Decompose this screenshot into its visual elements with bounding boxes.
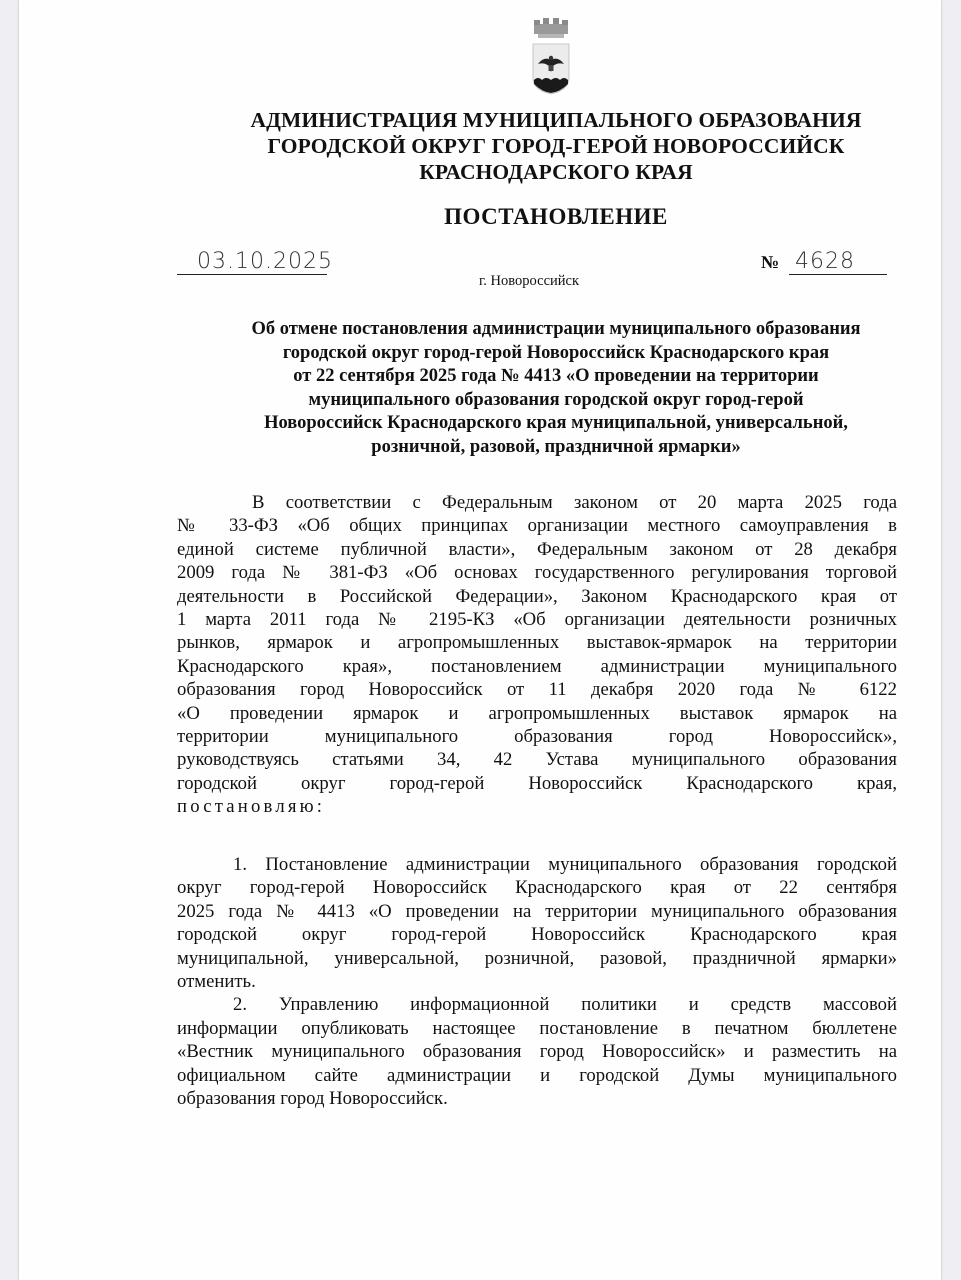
document-type-title: ПОСТАНОВЛЕНИЕ — [444, 204, 668, 229]
preamble-line: руководствуясь статьями 34, 42 Устава муниципального образования — [177, 749, 897, 771]
item-line: округ город-герой Новороссийск Краснодарского края от 22 сентября — [177, 877, 897, 899]
item-line: «Вестник муниципального образования город Новороссийск» и разместить на — [177, 1041, 897, 1063]
issuing-city: г. Новороссийск — [479, 273, 580, 289]
preamble-paragraph — [177, 491, 897, 819]
preamble-line: «О проведении ярмарок и агропромышленных выставок ярмарок на — [177, 702, 897, 724]
item-line: 2025 года № 4413 «О проведении на территории муниципального образования — [177, 900, 897, 922]
subject-line: городской округ город-герой Новороссийск Краснодарского края — [282, 342, 830, 363]
preamble-line: 2009 года № 381-ФЗ «Об основах государственного регулирования торговой — [177, 562, 897, 584]
item-line: информации опубликовать настоящее постановление в печатном бюллетене — [177, 1017, 897, 1039]
item-line: отменить. — [177, 971, 256, 993]
document-number-field — [789, 248, 887, 275]
subject-line: Новороссийск Краснодарского края муниципальной, универсальной, — [264, 413, 848, 434]
coat-of-arms-icon — [530, 14, 572, 96]
item-line: 2. Управлению информационной политики и средств массовой — [233, 994, 897, 1016]
preamble-line: Краснодарского края», постановлением администрации муниципального — [177, 655, 897, 677]
preamble-line: образования город Новороссийск от 11 декабря 2020 года № 6122 — [177, 679, 897, 701]
item-line: городской округ город-герой Новороссийск Краснодарского края — [177, 924, 897, 946]
item-line: муниципальной, универсальной, розничной, разовой, праздничной ярмарки» — [177, 947, 897, 969]
document-number-label: № — [761, 252, 780, 272]
resolution-item-1 — [177, 853, 897, 993]
preamble-line: № 33-ФЗ «Об общих принципах организации местного самоуправления в — [177, 515, 897, 537]
preamble-line: городской округ город-герой Новороссийск Краснодарского края, — [177, 772, 897, 794]
document-date-field — [177, 248, 333, 275]
preamble-line: единой системе публичной власти», Федеральным законом от 28 декабря — [177, 538, 897, 560]
org-line: АДМИНИСТРАЦИЯ МУНИЦИПАЛЬНОГО ОБРАЗОВАНИЯ — [250, 108, 862, 132]
subject-line: муниципального образования городской округ город-герой — [308, 389, 804, 410]
preamble-line: В соответствии с Федеральным законом от 20 марта 2025 года — [252, 492, 897, 513]
item-line: официальном сайте администрации и городской Думы муниципального — [177, 1064, 897, 1086]
document-number: 4628 — [795, 249, 855, 274]
org-line: КРАСНОДАРСКОГО КРАЯ — [419, 160, 693, 184]
issuing-authority — [19, 107, 961, 185]
subject-line: розничной, разовой, праздничной ярмарки» — [371, 436, 741, 457]
document-subject — [19, 318, 961, 460]
item-line: 1. Постановление администрации муниципального образования городской — [233, 854, 897, 875]
subject-line: от 22 сентября 2025 года № 4413 «О проведении на территории — [293, 366, 819, 387]
org-line: ГОРОДСКОЙ ОКРУГ ГОРОД-ГЕРОЙ НОВОРОССИЙСК — [267, 134, 845, 158]
subject-line: Об отмене постановления администрации муниципального образования — [251, 319, 861, 339]
resolution-item-2 — [177, 993, 897, 1110]
item-line: образования город Новороссийск. — [177, 1088, 448, 1110]
document-page — [18, 0, 942, 1280]
document-date: 03.10.2025 — [197, 249, 333, 274]
resolution-items — [177, 853, 897, 1110]
preamble-line: деятельности в Российской Федерации», Законом Краснодарского края от — [177, 585, 897, 607]
preamble-line: рынков, ярмарок и агропромышленных выставок-ярмарок на территории — [177, 632, 897, 654]
preamble-line: 1 марта 2011 года № 2195-КЗ «Об организации деятельности розничных — [177, 609, 897, 631]
resolving-word: постановляю: — [177, 796, 326, 818]
preamble-line: территории муниципального образования город Новороссийск», — [177, 726, 897, 748]
